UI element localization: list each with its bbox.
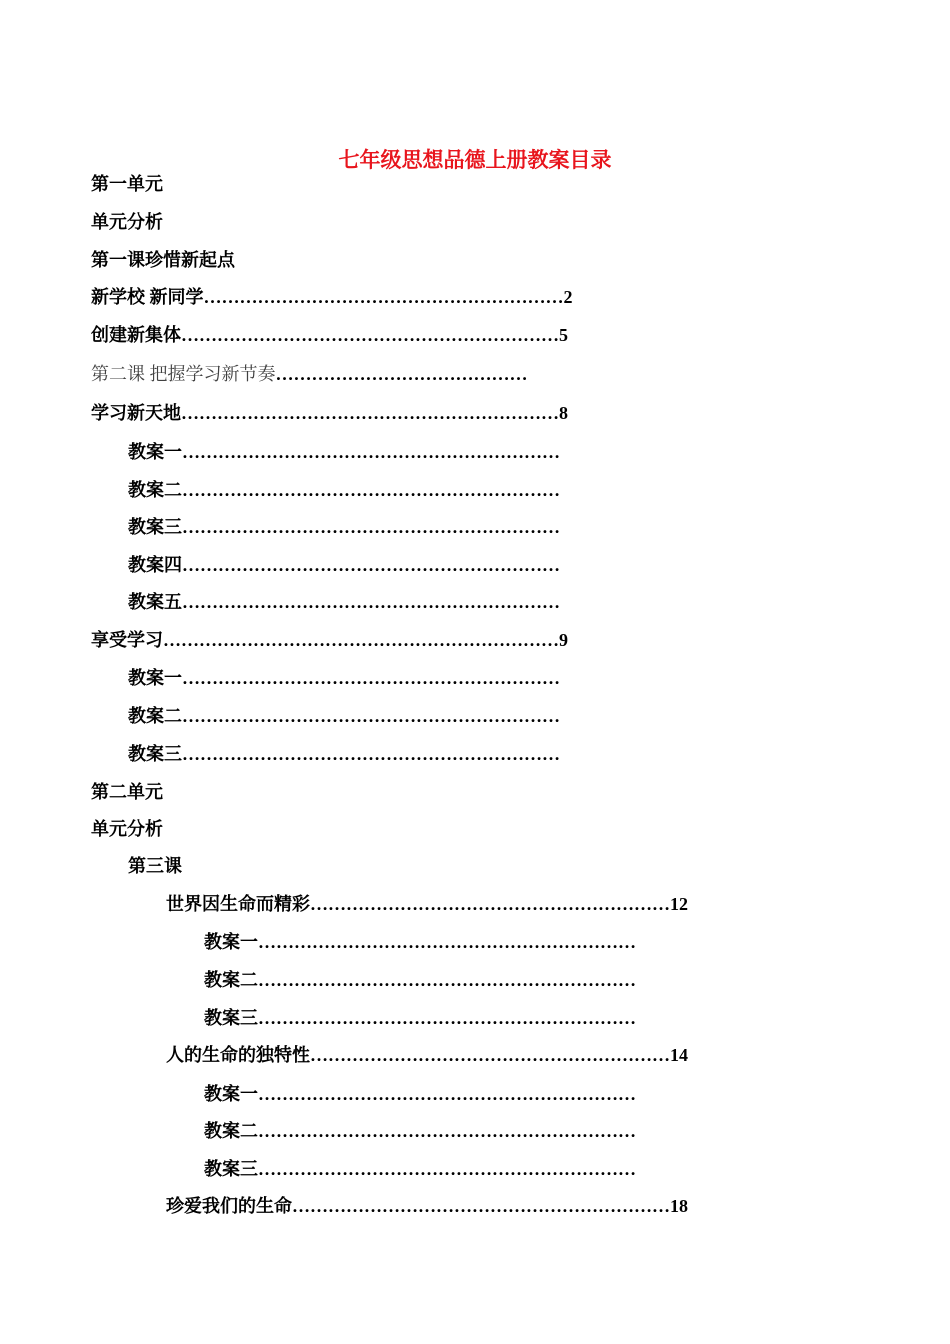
toc-leader-dots: ……………………………………………………… bbox=[182, 744, 560, 764]
toc-unit-heading[interactable] bbox=[91, 778, 163, 806]
toc-unit-heading[interactable] bbox=[91, 170, 163, 198]
toc-label: 第二课 把握学习新节奏 bbox=[91, 364, 276, 384]
toc-subentry[interactable] bbox=[128, 740, 560, 768]
toc-leader-dots: ……………………………………………………… bbox=[181, 325, 559, 345]
toc-subentry[interactable] bbox=[204, 1117, 636, 1145]
toc-label: 教案五 bbox=[128, 592, 182, 612]
toc-entry[interactable] bbox=[166, 890, 688, 918]
toc-leader-dots: ……………………………………………………… bbox=[182, 555, 560, 575]
toc-page-number: 14 bbox=[670, 1045, 688, 1065]
toc-leader-dots: ……………………………………………………… bbox=[182, 480, 560, 500]
toc-label: 单元分析 bbox=[91, 819, 163, 839]
toc-subentry[interactable] bbox=[128, 702, 560, 730]
toc-label: 教案二 bbox=[204, 970, 258, 990]
toc-label: 教案三 bbox=[204, 1159, 258, 1179]
toc-leader-dots: ……………………………………………………… bbox=[182, 592, 560, 612]
toc-page-number: 8 bbox=[559, 403, 568, 423]
toc-subentry[interactable] bbox=[204, 928, 636, 956]
toc-leader-dots: ……………………………………………………… bbox=[182, 517, 560, 537]
toc-subentry[interactable] bbox=[204, 1155, 636, 1183]
toc-page-number: 5 bbox=[559, 325, 568, 345]
toc-subentry[interactable] bbox=[204, 966, 636, 994]
toc-label: 教案三 bbox=[128, 744, 182, 764]
toc-leader-dots: ……………………………………………………… bbox=[258, 970, 636, 990]
toc-label: 第一课珍惜新起点 bbox=[91, 250, 235, 270]
toc-leader-dots: …………………………………… bbox=[275, 364, 528, 384]
toc-subentry[interactable] bbox=[128, 588, 560, 616]
toc-page-number: 12 bbox=[670, 894, 688, 914]
toc-page-number: 9 bbox=[559, 630, 568, 650]
toc-label: 教案一 bbox=[204, 1084, 258, 1104]
toc-unit-analysis[interactable] bbox=[91, 815, 163, 843]
toc-label: 教案一 bbox=[204, 932, 258, 952]
toc-entry[interactable] bbox=[166, 1192, 688, 1220]
toc-leader-dots: ……………………………………………………… bbox=[258, 1121, 636, 1141]
toc-subentry[interactable] bbox=[128, 551, 560, 579]
toc-subentry[interactable] bbox=[128, 513, 560, 541]
toc-label: 教案一 bbox=[128, 668, 182, 688]
toc-leader-dots: …………………………………………………… bbox=[310, 894, 670, 914]
toc-label: 人的生命的独特性 bbox=[166, 1045, 310, 1065]
toc-subentry[interactable] bbox=[204, 1080, 636, 1108]
toc-unit-analysis[interactable] bbox=[91, 208, 163, 236]
toc-label: 教案一 bbox=[128, 442, 182, 462]
toc-label: 教案三 bbox=[128, 517, 182, 537]
toc-label: 享受学习 bbox=[91, 630, 163, 650]
toc-leader-dots: ……………………………………………………… bbox=[258, 1008, 636, 1028]
toc-label: 新学校 新同学 bbox=[91, 287, 204, 307]
toc-page-number: 2 bbox=[563, 287, 573, 307]
toc-label: 世界因生命而精彩 bbox=[166, 894, 310, 914]
toc-leader-dots: ……………………………………………………… bbox=[292, 1196, 670, 1216]
toc-leader-dots: …………………………………………………… bbox=[310, 1045, 670, 1065]
toc-leader-dots: ……………………………………………………… bbox=[182, 442, 560, 462]
toc-leader-dots: ……………………………………………………… bbox=[181, 403, 559, 423]
toc-label: 学习新天地 bbox=[91, 403, 181, 423]
toc-label: 第一单元 bbox=[91, 174, 163, 194]
toc-label: 教案二 bbox=[128, 706, 182, 726]
toc-subentry[interactable] bbox=[128, 476, 560, 504]
toc-label: 珍爱我们的生命 bbox=[166, 1196, 292, 1216]
toc-entry[interactable] bbox=[91, 626, 568, 654]
toc-leader-dots: ……………………………………………………… bbox=[182, 706, 560, 726]
toc-label: 教案二 bbox=[204, 1121, 258, 1141]
page-title: 七年级思想品德上册教案目录 bbox=[338, 148, 612, 172]
toc-label: 创建新集体 bbox=[91, 325, 181, 345]
toc-subentry[interactable] bbox=[128, 438, 560, 466]
toc-leader-dots: ………………………………………………………… bbox=[163, 630, 559, 650]
toc-entry[interactable] bbox=[91, 321, 568, 349]
toc-label: 单元分析 bbox=[91, 212, 163, 232]
toc-label: 第三课 bbox=[128, 856, 182, 876]
toc-lesson-heading[interactable] bbox=[128, 852, 182, 880]
toc-subentry[interactable] bbox=[128, 664, 560, 692]
toc-leader-dots: ……………………………………………………… bbox=[258, 1159, 636, 1179]
toc-leader-dots: ……………………………………………………… bbox=[258, 1084, 636, 1104]
toc-entry[interactable] bbox=[91, 283, 573, 311]
toc-lesson-heading[interactable] bbox=[91, 360, 528, 388]
toc-leader-dots: …………………………………………………… bbox=[203, 287, 564, 307]
toc-lesson-heading[interactable] bbox=[91, 246, 235, 274]
toc-subentry[interactable] bbox=[204, 1004, 636, 1032]
toc-leader-dots: ……………………………………………………… bbox=[258, 932, 636, 952]
toc-label: 第二单元 bbox=[91, 782, 163, 802]
toc-label: 教案二 bbox=[128, 480, 182, 500]
toc-entry[interactable] bbox=[91, 399, 568, 427]
toc-entry[interactable] bbox=[166, 1041, 688, 1069]
toc-label: 教案三 bbox=[204, 1008, 258, 1028]
toc-label: 教案四 bbox=[128, 555, 182, 575]
toc-page-number: 18 bbox=[670, 1196, 688, 1216]
toc-leader-dots: ……………………………………………………… bbox=[182, 668, 560, 688]
